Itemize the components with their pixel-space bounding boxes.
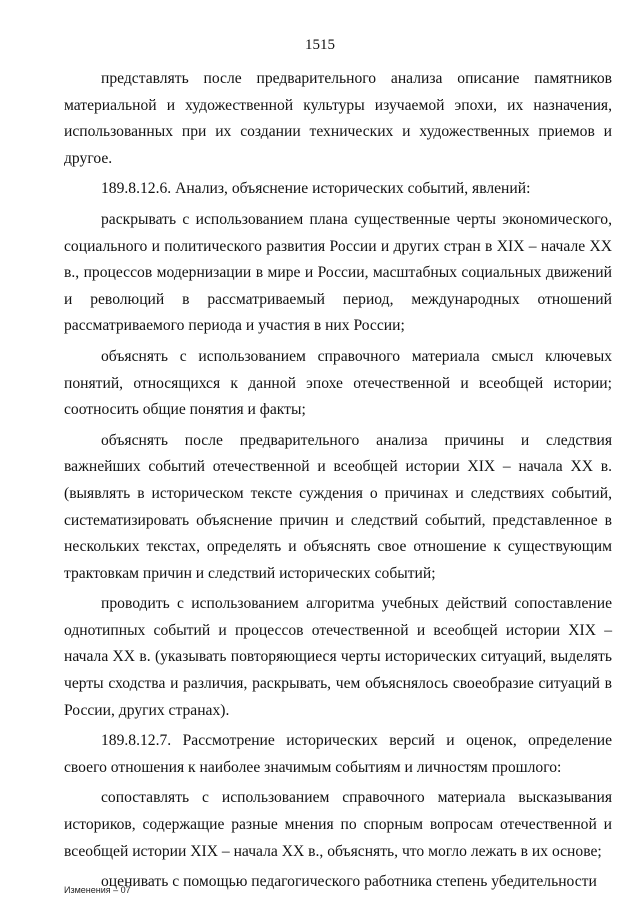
page-number: 1515 [305, 37, 335, 53]
body-text [64, 66, 612, 896]
paragraph: проводить с использованием алгоритма учебных действий сопоставление однотипных событий и процессов отечественной и всеобщей истории XIX – начала XX в. (указывать повторяющиеся черты исторических ситуаций, выделять черты сходства и различия, раскрывать, чем объяснялось своеобразие ситуаций в России, других странах). [64, 595, 612, 719]
section-heading-189-8-12-7: 189.8.12.7. Рассмотрение исторических версий и оценок, определение своего отношения к наиболее значимым событиям и личностям прошлого: [64, 732, 612, 776]
paragraph: объяснять после предварительного анализа причины и следствия важнейших событий отечественной и всеобщей истории XIX – начала XX в. (выявлять в историческом тексте суждения о причинах и следствиях событий, систематизировать объяснение причин и следствий событий, представленное в нескольких текстах, определять и объяснять свое отношение к существующим трактовкам причин и следствий исторических событий; [64, 431, 612, 582]
footer-revision-note: Изменения – 07 [64, 885, 131, 895]
paragraph: объяснять с использованием справочного материала смысл ключевых понятий, относящихся к данной эпохе отечественной и всеобщей истории; соотносить общие понятия и факты; [64, 347, 612, 419]
section-heading-189-8-12-6: 189.8.12.6. Анализ, объяснение исторических событий, явлений: [101, 180, 531, 198]
paragraph: сопоставлять с использованием справочного материала высказывания историков, содержащие разные мнения по спорным вопросам отечественной и всеобщей истории XIX – начала XX в., объяснять, что могло лежать в их основе; [64, 789, 612, 860]
paragraph: представлять после предварительного анализа описание памятников материальной и художественной культуры изучаемой эпохи, их назначения, использованных при их создании технических и художественных приемов и другое. [64, 70, 612, 167]
paragraph: раскрывать с использованием плана существенные черты экономического, социального и политического развития России и других стран в XIX – начале XX в., процессов модернизации в мире и России, масштабных социальных движений и революций в рассматриваемый период, международных отношений рассматриваемого периода и участия в них России; [64, 210, 612, 335]
paragraph: оценивать с помощью педагогического работника степень убедительности [101, 873, 597, 891]
